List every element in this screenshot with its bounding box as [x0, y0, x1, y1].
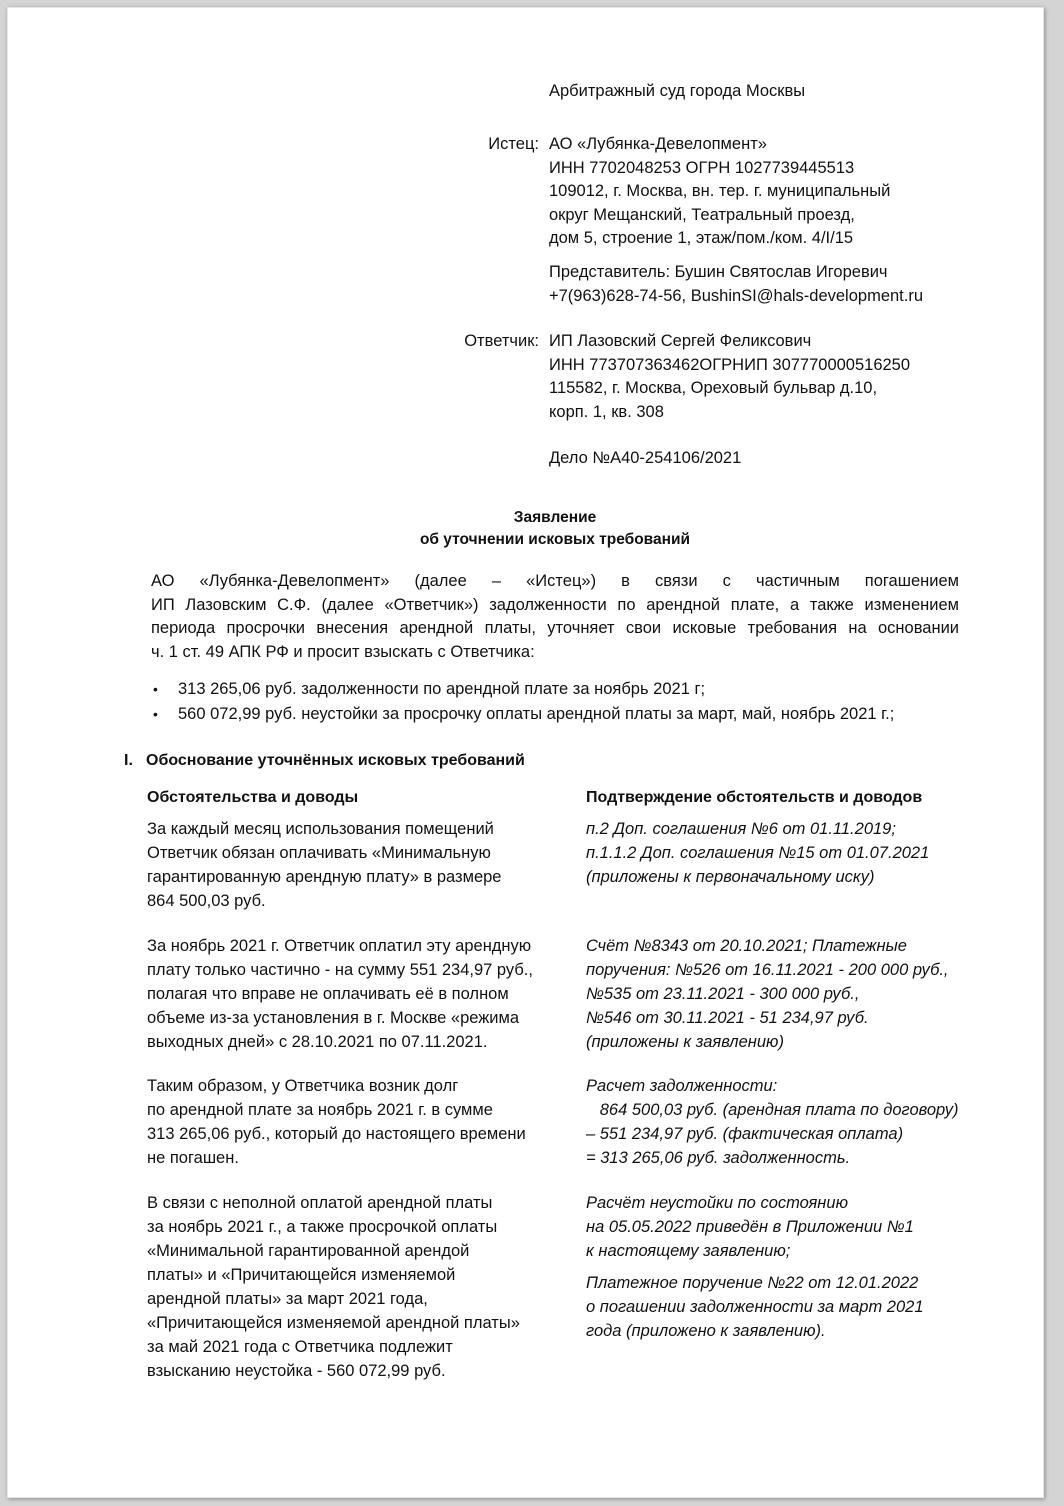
- claim-item: [151, 703, 894, 728]
- representative-name: Представитель: Бушин Святослав Игоревич: [549, 263, 888, 281]
- cell-line: выходных дней» с 28.10.2021 по 07.11.2021.: [147, 1033, 488, 1051]
- cell-line: арендной платы» за март 2021 года,: [147, 1290, 428, 1308]
- cell-line: 864 500,03 руб. (арендная плата по договору): [586, 1101, 959, 1119]
- cell-line: п.1.1.2 Доп. соглашения №15 от 01.07.2021: [586, 844, 930, 862]
- cell-line: – 551 234,97 руб. (фактическая оплата): [586, 1125, 904, 1143]
- cell-line: платы» и «Причитающейся изменяемой: [147, 1266, 456, 1284]
- cell-line: №546 от 30.11.2021 - 51 234,97 руб.: [586, 1009, 869, 1027]
- intro-line: АО «Лубянка-Девелопмент» (далее – «Истец») в связи с частичным погашением: [151, 572, 959, 590]
- plaintiff-details: [549, 133, 890, 251]
- defendant-address-line: 115582, г. Москва, Ореховый бульвар д.10,: [549, 379, 878, 397]
- cell-line: «Минимальной гарантированной арендой: [147, 1242, 470, 1260]
- cell-line: «Причитающейся изменяемой арендной платы»: [147, 1314, 520, 1332]
- cell-line: (приложены к заявлению): [586, 1033, 784, 1051]
- cell-line: не погашен.: [147, 1149, 239, 1167]
- cell-line: 864 500,03 руб.: [147, 892, 266, 910]
- cell-line: объеме из-за установления в г. Москве «режима: [147, 1009, 520, 1027]
- cell-line: к настоящему заявлению;: [586, 1242, 791, 1260]
- table-row-2-left: [147, 934, 533, 1054]
- cell-line: п.2 Доп. соглашения №6 от 01.11.2019;: [586, 820, 896, 838]
- cell-line: Расчет задолженности:: [586, 1077, 778, 1095]
- bullet-icon: •: [153, 706, 158, 722]
- intro-line: периода просрочки внесения арендной платы, уточняет свои исковые требования на основании: [151, 619, 959, 637]
- cell-line: №535 от 23.11.2021 - 300 000 руб.,: [586, 985, 860, 1003]
- cell-line: поручения: №526 от 16.11.2021 - 200 000 руб.,: [586, 961, 949, 979]
- table-row-1-right: [586, 817, 929, 889]
- cell-line: Счёт №8343 от 20.10.2021; Платежные: [586, 937, 907, 955]
- defendant-name: ИП Лазовский Сергей Феликсович: [549, 332, 812, 350]
- cell-line: взысканию неустойка - 560 072,99 руб.: [147, 1362, 446, 1380]
- defendant-label: Ответчик:: [464, 332, 539, 350]
- cell-line: о погашении задолженности за март 2021: [586, 1298, 924, 1316]
- table-row-3-left: [147, 1074, 526, 1170]
- plaintiff-ids: ИНН 7702048253 ОГРН 1027739445513: [549, 158, 855, 177]
- title-line-2: об уточнении исковых требований: [419, 531, 691, 548]
- cell-line: по арендной плате за ноябрь 2021 г. в сумме: [147, 1101, 493, 1119]
- cell-line: года (приложено к заявлению).: [586, 1322, 826, 1340]
- cell-line: плату только частично - на сумму 551 234,97 руб.,: [147, 961, 533, 979]
- cell-line: За ноябрь 2021 г. Ответчик оплатил эту арендную: [147, 937, 532, 955]
- plaintiff-label: Истец:: [488, 135, 539, 153]
- cell-line: В связи с неполной оплатой арендной платы: [147, 1194, 493, 1212]
- claim-item: [151, 678, 894, 703]
- cell-line: Ответчик обязан оплачивать «Минимальную: [147, 844, 491, 862]
- defendant-details: [549, 330, 910, 424]
- cell-line: за ноябрь 2021 г., а также просрочкой оплаты: [147, 1218, 498, 1236]
- plaintiff-address-line: округ Мещанский, Театральный проезд,: [549, 205, 855, 224]
- plaintiff-address-line: дом 5, строение 1, этаж/пом./ком. 4/I/15: [549, 229, 854, 247]
- cell-line: = 313 265,06 руб. задолженность.: [586, 1149, 851, 1167]
- defendant-address-line: корп. 1, кв. 308: [549, 402, 664, 421]
- case-number: Дело №А40-254106/2021: [549, 449, 742, 467]
- table-row-2-right: [586, 934, 949, 1054]
- cell-line: (приложены к первоначальному иску): [586, 868, 875, 886]
- section-number: I.: [124, 752, 133, 769]
- table-row-1-left: [147, 817, 501, 913]
- title-line-1: Заявление: [513, 509, 597, 526]
- court-name: Арбитражный суд города Москвы: [549, 82, 806, 100]
- cell-line: за май 2021 года с Ответчика подлежит: [147, 1338, 453, 1356]
- cell-line: Платежное поручение №22 от 12.01.2022: [586, 1274, 919, 1292]
- representative-details: [549, 261, 923, 308]
- section-heading: [124, 749, 525, 773]
- bullet-icon: •: [153, 681, 158, 697]
- cell-line: на 05.05.2022 приведён в Приложении №1: [586, 1218, 914, 1236]
- cell-line: 313 265,06 руб., который до настоящего времени: [147, 1125, 526, 1143]
- cell-line: Таким образом, у Ответчика возник долг: [147, 1077, 459, 1095]
- cell-line: Расчёт неустойки по состоянию: [586, 1194, 848, 1212]
- representative-contacts: +7(963)628-74-56, BushinSI@hals-development.ru: [549, 286, 924, 305]
- cell-line: гарантированную арендную плату» в размере: [147, 868, 502, 886]
- section-title: Обоснование уточнённых исковых требований: [146, 752, 525, 769]
- intro-line: ч. 1 ст. 49 АПК РФ и просит взыскать с Ответчика:: [151, 642, 535, 661]
- document-title: [0, 507, 1064, 551]
- defendant-ids: ИНН 773707363462ОГРНИП 307770000516250: [549, 355, 911, 374]
- cell-line: За каждый месяц использования помещений: [147, 820, 494, 838]
- table-row-4-right: [586, 1191, 924, 1343]
- claim-text: 560 072,99 руб. неустойки за просрочку оплаты арендной платы за март, май, ноябрь 2021 г.;: [178, 705, 895, 723]
- claims-list: [151, 678, 894, 728]
- column-header-circumstances: Обстоятельства и доводы: [147, 789, 359, 806]
- table-row-4-left: [147, 1191, 520, 1383]
- spacer: [586, 1263, 924, 1271]
- claim-text: 313 265,06 руб. задолженности по арендной плате за ноябрь 2021 г;: [178, 680, 706, 698]
- plaintiff-address-line: 109012, г. Москва, вн. тер. г. муниципальный: [549, 182, 891, 200]
- intro-paragraph: [151, 570, 959, 664]
- cell-line: полагая что вправе не оплачивать её в полном: [147, 985, 509, 1003]
- intro-line: ИП Лазовским С.Ф. (далее «Ответчик») задолженности по арендной плате, а также изменением: [151, 595, 959, 614]
- plaintiff-name: АО «Лубянка-Девелопмент»: [549, 135, 767, 153]
- table-row-3-right: [586, 1074, 958, 1170]
- column-header-evidence: Подтверждение обстоятельств и доводов: [586, 789, 923, 806]
